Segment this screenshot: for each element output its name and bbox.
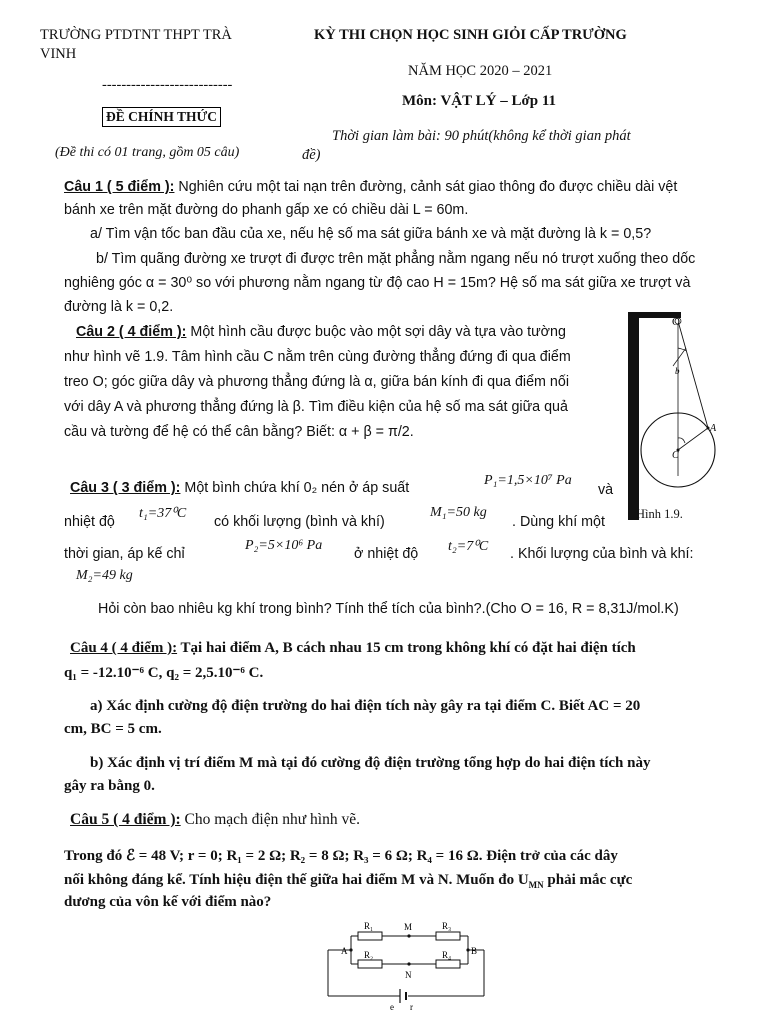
label-r1: R₁ bbox=[364, 921, 374, 931]
wall bbox=[628, 312, 639, 520]
q3-text-8: . Khối lượng của bình và khí: bbox=[510, 546, 694, 562]
school-line-2: VINH bbox=[40, 46, 77, 62]
exam-title: KỲ THI CHỌN HỌC SINH GIỎI CẤP TRƯỜNG bbox=[314, 27, 627, 43]
q3-temperature-2: t₂=7⁰C bbox=[448, 539, 489, 554]
q2-line-5: cầu và tường để hệ có thể cân bằng? Biết: α + β = π/2. bbox=[64, 424, 414, 440]
q3-text-2: và bbox=[598, 482, 614, 498]
q3-title: Câu 3 ( 3 điểm ): bbox=[70, 480, 181, 496]
q1-part-b-3: đường là k = 0,2. bbox=[64, 299, 174, 315]
q2-line-4: với dây A và phương thẳng đứng là β. Tìm điều kiện của hệ số ma sát giữa quả bbox=[64, 399, 568, 415]
resistor-r2 bbox=[358, 960, 382, 968]
question-3 bbox=[70, 478, 409, 498]
label-r4: R₄ bbox=[442, 950, 452, 960]
pages-note: (Đề thi có 01 trang, gồm 05 câu) bbox=[55, 145, 240, 160]
q1-line-1: Nghiên cứu một tai nạn trên đường, cảnh sát giao thông đo được chiều dài vệt bbox=[174, 179, 678, 195]
school-name bbox=[40, 26, 232, 64]
figure-caption: Hình 1.9. bbox=[636, 507, 683, 521]
q5-para-2-end: phải mắc cực bbox=[543, 872, 633, 888]
time-line-2: đề) bbox=[302, 147, 321, 163]
q3-text-5: . Dùng khí một bbox=[512, 514, 605, 530]
q4-title: Câu 4 ( 4 điểm ): bbox=[70, 640, 178, 656]
q4-part-a-2: cm, BC = 5 cm. bbox=[64, 721, 162, 737]
q5-para-3: dương của vôn kế với điểm nào? bbox=[64, 894, 272, 910]
node-m bbox=[407, 934, 410, 937]
label-b: B bbox=[471, 946, 478, 956]
label-r3: R₃ bbox=[442, 921, 452, 931]
q3-text-4: có khối lượng (bình và khí) bbox=[214, 514, 385, 530]
resistor-r1 bbox=[358, 932, 382, 940]
label-e: e bbox=[390, 1002, 394, 1012]
q3-temperature-1: t₁=37⁰C bbox=[139, 506, 187, 521]
q3-pressure-2: P₂=5×10⁶ Pa bbox=[245, 538, 323, 553]
school-year: NĂM HỌC 2020 – 2021 bbox=[408, 63, 553, 79]
q2-line-3: treo O; góc giữa dây và phương thẳng đứng là α, giữa bán kính đi qua điểm nối bbox=[64, 374, 569, 390]
string bbox=[678, 321, 708, 428]
figure-1-9 bbox=[628, 306, 722, 526]
q4-part-a-1: a) Xác định cường độ điện trường do hai điện tích này gây ra tại điểm C. Biết AC = 20 bbox=[90, 698, 641, 714]
label-b: b bbox=[675, 366, 680, 376]
time-line-1: Thời gian làm bài: 90 phút(không kể thời gian phát bbox=[332, 128, 631, 144]
q3-text-6: thời gian, áp kế chỉ bbox=[64, 546, 185, 562]
q1-line-2: bánh xe trên mặt đường do phanh gấp xe có chiều dài L = 60m. bbox=[64, 202, 469, 218]
subject: Môn: VẬT LÝ – Lớp 11 bbox=[402, 93, 557, 109]
q3-question: Hỏi còn bao nhiêu kg khí trong bình? Tính thể tích của bình?.(Cho O = 16, R = 8,31J/mol.K) bbox=[98, 601, 679, 617]
official-label: ĐỀ CHÍNH THỨC bbox=[102, 107, 221, 127]
school-line-1: TRƯỜNG PTDTNT THPT TRÀ bbox=[40, 27, 232, 43]
label-r: r bbox=[410, 1002, 413, 1012]
q2-line-2: như hình vẽ 1.9. Tâm hình cầu C nằm trên cùng đường thẳng đứng đi qua điểm bbox=[64, 349, 571, 365]
question-4 bbox=[70, 637, 636, 659]
q1-part-b-1: b/ Tìm quãng đường xe trượt đi được trên mặt phẳng nằm ngang nếu nó trượt xuống theo dốc bbox=[96, 251, 696, 267]
label-a: A bbox=[341, 946, 348, 956]
resistor-r3 bbox=[436, 932, 460, 940]
q3-mass-2: M₂=49 kg bbox=[76, 568, 133, 583]
q3-text-3: nhiệt độ bbox=[64, 514, 115, 530]
q4-part-b-1: b) Xác định vị trí điểm M mà tại đó cường độ điện trường tổng hợp do hai điện tích này bbox=[90, 755, 651, 771]
q2-title: Câu 2 ( 4 điểm ): bbox=[76, 324, 187, 340]
q5-title: Câu 5 ( 4 điểm ): bbox=[70, 811, 181, 828]
q3-pressure-1: P₁=1,5×10⁷ Pa bbox=[484, 473, 572, 488]
header-divider: --------------------------- bbox=[102, 77, 233, 93]
alpha-pointer bbox=[673, 348, 686, 366]
label-m: M bbox=[404, 922, 413, 932]
label-a: A bbox=[710, 423, 717, 434]
question-2 bbox=[76, 322, 566, 342]
q5-para-1: Trong đó ℰ = 48 V; r = 0; R₁ = 2 Ω; R₂ = 8 Ω; R₃ = 6 Ω; R₄ = 16 Ω. Điện trở của các dây bbox=[64, 848, 618, 864]
label-n: N bbox=[405, 970, 412, 980]
q5-para-2-text: nối không đáng kể. Tính hiệu điện thế giữa hai điểm M và N. Muốn đo U bbox=[64, 872, 529, 888]
label-c: C bbox=[672, 450, 679, 461]
q3-mass-1: M₁=50 kg bbox=[430, 505, 487, 520]
beta-arc bbox=[678, 438, 685, 443]
q5-umn-subscript: MN bbox=[528, 880, 544, 890]
label-r2: R₂ bbox=[364, 950, 374, 960]
node-n bbox=[407, 962, 410, 965]
node-b bbox=[466, 948, 469, 951]
circuit-diagram bbox=[318, 918, 498, 1018]
q1-part-b-2: nghiêng góc α = 30⁰ so với phương nằm ngang từ độ cao H = 15m? Hệ số ma sát giữa xe trượt và bbox=[64, 275, 691, 291]
resistor-r4 bbox=[436, 960, 460, 968]
q4-part-b-2: gây ra bằng 0. bbox=[64, 778, 155, 794]
q4-line-1: Tại hai điểm A, B cách nhau 15 cm trong không khí có đặt hai điện tích bbox=[177, 640, 636, 656]
q3-text-1: Một bình chứa khí 0₂ nén ở áp suất bbox=[180, 480, 410, 496]
node-a bbox=[349, 948, 352, 951]
q1-part-a: a/ Tìm vận tốc ban đầu của xe, nếu hệ số ma sát giữa bánh xe và mặt đường là k = 0,5? bbox=[90, 226, 652, 242]
question-5 bbox=[70, 809, 360, 831]
label-o: O bbox=[672, 316, 680, 328]
q4-line-2: q₁ = -12.10⁻⁶ C, q₂ = 2,5.10⁻⁶ C. bbox=[64, 665, 264, 681]
question-1 bbox=[64, 177, 744, 197]
q1-title: Câu 1 ( 5 điểm ): bbox=[64, 179, 175, 195]
q5-line-1: Cho mạch điện như hình vẽ. bbox=[180, 811, 360, 828]
q3-text-7: ở nhiệt độ bbox=[354, 546, 419, 562]
q2-line-1: Một hình cầu được buộc vào một sợi dây và tựa vào tường bbox=[186, 324, 566, 340]
